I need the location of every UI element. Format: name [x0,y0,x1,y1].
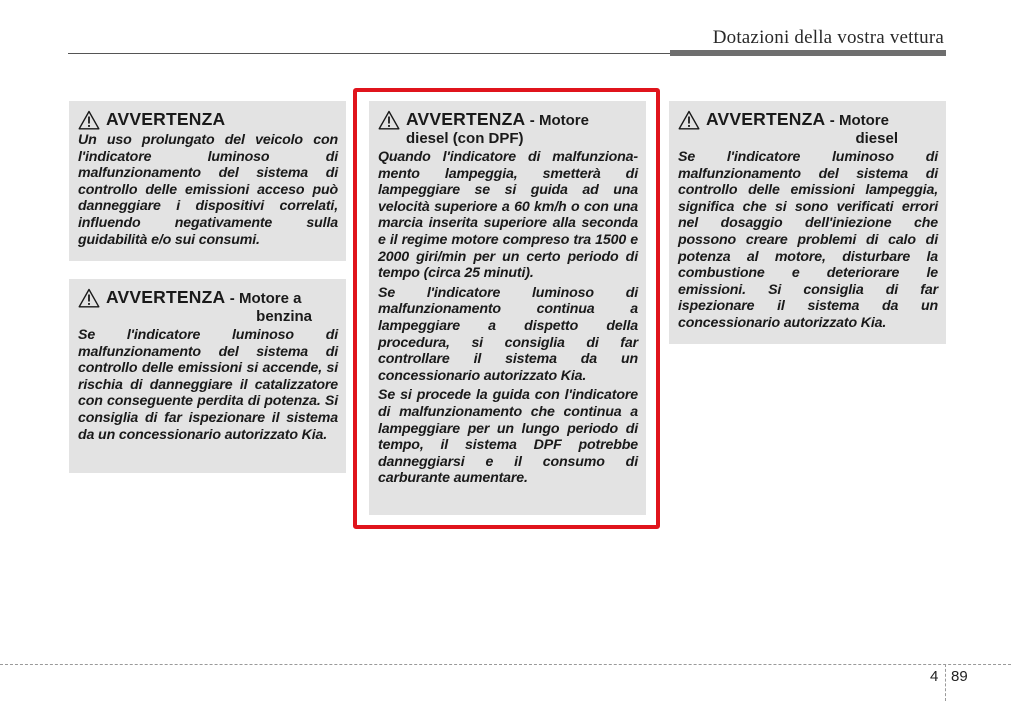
warning-body [678,149,938,332]
warning-heading [678,110,938,147]
warning-paragraph: Se si procede la guida con l'indicatore di malfunzionamento che continua a lampeggiare per un lungo periodo di tempo, il sistema DPF potrebbe danneggiarsi e il consumo di carburante aumentare. [378,387,638,487]
header-rule [68,53,670,54]
warning-box-diesel [669,101,946,344]
warning-subtitle: - Motore a [229,290,302,307]
warning-box-general [69,101,346,261]
warning-paragraph: Quando l'indicatore di malfunziona-mento lampeggia, smetterà di lampeggiare se si guida ad una velocità superiore a 60 km/h o con una marcia inserita superiore alla seconda e il regime motore compreso tra 1500 e 2000 giri/min per un certo periodo di tempo (circa 25 minuti). [378,149,638,282]
warning-paragraph: Se l'indicatore luminoso di malfunzionamento del sistema di controllo delle emissioni lampeggia, significa che si sono verificati errori nel dosaggio dell'iniezione che possono creare problemi di calo di potenza al motore, disturbare la combustione e deteriorare le emissioni. Si consiglia di far ispezionare il sistema da un concessionario autorizzato Kia. [678,149,938,331]
warning-triangle-icon [78,110,100,130]
warning-paragraph: Se l'indicatore luminoso di malfunzionamento continua a lampeggiare a dispetto della procedura, si consiglia di far controllare il sistema da un concessionario autorizzato Kia. [378,284,638,384]
warning-box-petrol [69,279,346,473]
warning-title: AVVERTENZA [706,109,826,129]
warning-body [78,132,338,248]
warning-subtitle-line2: benzina [256,308,312,325]
warning-triangle-icon [678,110,700,130]
warning-paragraph: Un uso prolungato del veicolo con l'indicatore luminoso di malfunzionamento del sistema di controllo delle emissioni acceso può danneggiare i dispositivi correlati, influendo negativamente sulla guidabilità e/o sui consumi. [78,132,338,248]
footer-dashed-divider [945,664,946,701]
warning-subtitle-line2: diesel (con DPF) [406,130,524,147]
warning-body [78,327,338,443]
page-number: 89 [951,668,968,685]
warning-subtitle: - Motore [829,112,889,129]
page-header-title: Dotazioni della vostra vettura [712,27,944,48]
warning-paragraph: Se l'indicatore luminoso di malfunzionamento del sistema di controllo delle emissioni si accende, si rischia di danneggiare il catalizzatore con conseguente perdita di potenza. Si consiglia di far ispezionare il sistema da un concessionario autorizzato Kia. [78,327,338,443]
header-rule-accent [670,50,946,56]
red-highlight-frame [353,88,660,529]
section-number: 4 [930,668,939,685]
warning-subtitle-line2: diesel [855,130,898,147]
warning-heading [78,288,338,325]
footer-dashed-rule [0,664,1011,665]
warning-triangle-icon [78,288,100,308]
warning-title: AVVERTENZA [106,109,226,129]
warning-subtitle: - Motore [529,112,589,129]
warning-heading [78,110,338,130]
warning-title: AVVERTENZA [406,109,526,129]
warning-title: AVVERTENZA [106,287,226,307]
